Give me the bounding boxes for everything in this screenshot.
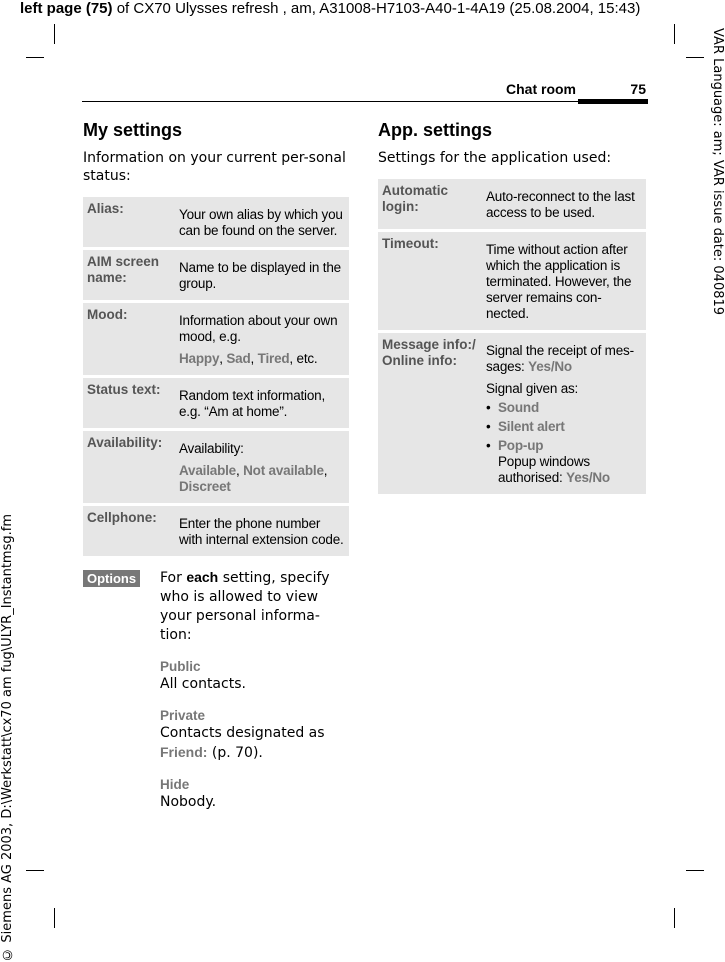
crop-mark xyxy=(26,870,44,871)
popup-extra xyxy=(498,454,642,486)
row-value xyxy=(179,382,345,420)
page-number: 75 xyxy=(630,81,646,97)
bullet: • xyxy=(486,438,491,453)
option-sad: Sad xyxy=(226,351,251,366)
row-key: Alias: xyxy=(87,201,124,216)
option-not-available: Not available xyxy=(243,463,324,478)
row-key: Cellphone: xyxy=(87,510,157,525)
row-value xyxy=(179,254,345,292)
option-desc-bold: Friend: xyxy=(160,744,208,760)
app-settings-heading: App. settings xyxy=(378,120,493,140)
list-item xyxy=(486,438,642,486)
option-label: Public xyxy=(160,659,201,674)
row-text: Name to be displayed in the group. xyxy=(179,260,341,291)
option-tired: Tired xyxy=(257,351,290,366)
row-text: Information about your own mood, e.g. xyxy=(179,313,338,344)
row-value xyxy=(179,307,345,367)
bullet: • xyxy=(486,419,491,434)
options-intro-post: setting, specify who is allowed to view your personal informa-tion: xyxy=(160,570,330,643)
separator: , xyxy=(235,463,244,478)
row-key: Availability: xyxy=(87,435,163,450)
row-text: Random text information, e.g. “Am at home”. xyxy=(179,388,326,419)
crop-mark xyxy=(674,24,675,44)
print-header-line xyxy=(20,0,640,17)
option-desc-pre: Contacts designated as xyxy=(160,725,325,741)
table-row xyxy=(83,506,349,559)
option-desc-post: (p. 70). xyxy=(207,745,263,761)
option-happy: Happy xyxy=(179,351,220,366)
my-settings-table xyxy=(83,197,349,559)
row-value xyxy=(486,236,642,322)
options-softkey-badge: Options xyxy=(83,570,140,587)
table-row xyxy=(378,232,646,333)
table-row xyxy=(83,378,349,431)
availability-options xyxy=(179,463,345,495)
bullet-silent-alert: Silent alert xyxy=(498,419,565,434)
print-header-rest: of CX70 Ulysses refresh , am, A31008-H7103-A40-1-4A19 (25.08.2004, 15:43) xyxy=(112,0,641,17)
option-hide xyxy=(160,777,350,812)
row-text-pre: Signal the receipt of mes-sages: xyxy=(486,343,634,374)
list-item xyxy=(486,400,642,416)
row-value xyxy=(486,183,642,221)
options-intro-bold: each xyxy=(186,569,219,585)
option-desc: All contacts. xyxy=(160,676,246,692)
crop-mark xyxy=(674,908,675,928)
my-settings-section xyxy=(83,120,349,559)
popup-extra-pre: Popup windows authorised: xyxy=(498,454,590,485)
row-key: Timeout: xyxy=(382,236,439,251)
separator: , xyxy=(250,351,258,366)
mood-options xyxy=(179,351,345,367)
table-row xyxy=(83,303,349,378)
row-key: Automatic login: xyxy=(382,183,449,214)
bullet-sound: Sound xyxy=(498,400,539,415)
row-value xyxy=(179,510,345,548)
row-tail: , etc. xyxy=(289,351,318,366)
separator: , xyxy=(219,351,227,366)
yes-no-option: Yes/No xyxy=(528,359,572,374)
app-settings-table xyxy=(378,179,646,497)
table-row xyxy=(378,179,646,232)
row-text: Availability: xyxy=(179,441,244,456)
table-row xyxy=(83,431,349,506)
row-key: Status text: xyxy=(87,382,161,397)
row-text: Auto-reconnect to the last access to be used. xyxy=(486,189,635,220)
app-settings-section xyxy=(378,120,646,497)
list-item xyxy=(486,419,642,435)
option-discreet: Discreet xyxy=(179,479,231,494)
option-desc xyxy=(160,724,350,763)
option-private xyxy=(160,708,350,763)
option-available: Available xyxy=(179,463,236,478)
chapter-title: Chat room xyxy=(506,81,576,97)
side-note-left: © Siemens AG 2003, D:\Werkstatt\cx70 am fug\ULYR_Instantmsg.fm xyxy=(0,514,15,962)
options-intro xyxy=(160,568,350,645)
crop-mark xyxy=(54,24,55,44)
bullet: • xyxy=(486,400,491,415)
row-text: Your own alias by which you can be found on the server. xyxy=(179,207,343,238)
app-settings-intro: Settings for the application used: xyxy=(378,150,612,166)
my-settings-heading: My settings xyxy=(83,120,183,140)
crop-mark xyxy=(26,57,44,58)
row-text: Time without action after which the application is terminated. However, the server remains con-nected. xyxy=(486,242,632,321)
print-header-bold: left page (75) xyxy=(20,0,113,17)
row-value xyxy=(179,435,345,495)
side-note-right: VAR Language: am; VAR issue date: 040819 xyxy=(710,28,725,316)
running-header xyxy=(82,78,648,102)
crop-mark xyxy=(54,908,55,928)
table-row xyxy=(378,333,646,497)
crop-mark xyxy=(686,57,704,58)
option-desc: Nobody. xyxy=(160,794,217,810)
options-text xyxy=(160,568,350,812)
bullet-popup: Pop-up xyxy=(498,438,544,453)
row-text xyxy=(486,343,642,375)
row-value xyxy=(486,337,642,486)
option-label: Hide xyxy=(160,777,190,792)
option-public xyxy=(160,659,350,694)
header-tab-bar xyxy=(578,99,648,104)
row-key: AIM screen name: xyxy=(87,254,160,285)
table-row xyxy=(83,250,349,303)
yes-no-option: Yes/No xyxy=(566,470,610,485)
row-text: Enter the phone number with internal extension code. xyxy=(179,516,344,547)
row-value xyxy=(179,201,345,239)
option-label: Private xyxy=(160,708,206,723)
options-intro-pre: For xyxy=(160,570,187,586)
table-row xyxy=(83,197,349,250)
my-settings-intro: Information on your current per-sonal status: xyxy=(83,150,346,184)
row-key: Message info:/ Online info: xyxy=(382,337,476,368)
signal-label: Signal given as: xyxy=(486,381,579,396)
separator: , xyxy=(323,463,328,478)
crop-mark xyxy=(686,870,704,871)
row-key: Mood: xyxy=(87,307,128,322)
bullet-popup-block xyxy=(498,438,642,486)
